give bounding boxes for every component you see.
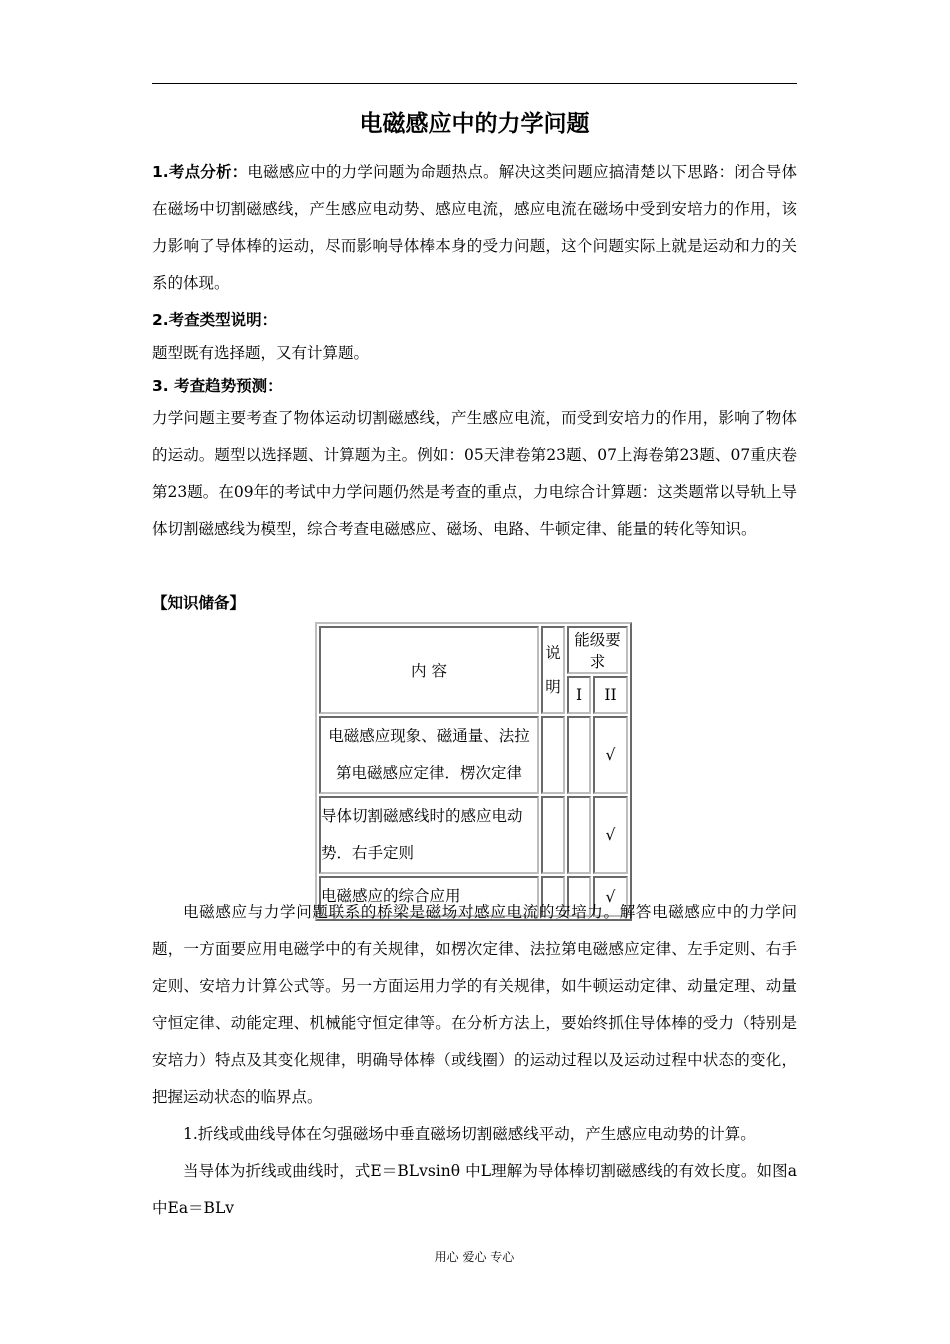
table-row-content: 电磁感应现象、磁通量、法拉 第电磁感应定律．楞次定律 [319,716,539,794]
table-row-level-1 [567,716,591,794]
table-row-note [541,716,565,794]
knowledge-heading: 【知识储备】 [152,594,246,612]
table-header-note: 说 明 [541,626,565,714]
section-type-heading: 2.考查类型说明： [152,311,278,329]
table-row-level-1 [567,796,591,874]
section-analysis-label: 1.考点分析： [152,163,248,181]
body-paragraph: 电磁感应与力学问题联系的桥梁是磁场对感应电流的安培力。解答电磁感应中的力学问题，一方面要应用电磁学中的有关规律，如楞次定律、法拉第电磁感应定律、左手定则、右手定则、安培力计算公式等。另一方面运用力学的有关规律，如牛顿运动定律、动量定理、动量守恒定律、动能定理、机械能守恒定律等。在分析方法上，要始终抓住导体棒的受力（特别是安培力）特点及其变化规律，明确导体棒（或线圈）的运动过程以及运动过程中状态的变化，把握运动状态的临界点。 [152,903,797,1106]
section-analysis-text: 电磁感应中的力学问题为命题热点。解决这类问题应搞清楚以下思路：闭合导体在磁场中切割磁感线，产生感应电动势、感应电流，感应电流在磁场中受到安培力的作用，该力影响了导体棒的运动，尽而影响导体棒本身的受力问题，这个问题实际上就是运动和力的关系的体现。 [152,163,797,292]
table-row-content: 导体切割磁感线时的感应电动 势．右手定则 [319,796,539,874]
table-header-level: 能级要求 [567,626,628,674]
table-row-note [541,796,565,874]
knowledge-table [315,622,632,921]
section-trend-heading: 3. 考查趋势预测： [152,377,283,395]
table-row-content: 电磁感应的综合应用 [319,876,539,917]
item-1: 1.折线或曲线导体在匀强磁场中垂直磁场切割磁感线平动，产生感应电动势的计算。 [183,1125,756,1143]
table-header-level-1: I [567,676,591,714]
table-row [319,796,628,874]
table-row-level-2: √ [593,876,628,917]
table-row-level-2: √ [593,796,628,874]
page-title: 电磁感应中的力学问题 [359,111,590,137]
page-footer: 用心 爱心 专心 [434,1250,515,1264]
table-row [319,716,628,794]
table-header-content: 内 容 [319,626,539,714]
section-trend-text: 力学问题主要考查了物体运动切割磁感线，产生感应电流，而受到安培力的作用，影响了物体的运动。题型以选择题、计算题为主。例如：05天津卷第23题、07上海卷第23题、07重庆卷第23题。在09年的考试中力学问题仍然是考查的重点，力电综合计算题：这类题常以导轨上导体切割磁感线为模型，综合考查电磁感应、磁场、电路、牛顿定律、能量的转化等知识。 [152,409,797,538]
section-type-text: 题型既有选择题，又有计算题。 [152,344,370,362]
table-header-level-2: II [593,676,628,714]
table-row-level-2: √ [593,716,628,794]
section-analysis [152,154,797,302]
item-1-detail: 当导体为折线或曲线时，式E＝BLvsinθ 中L理解为导体棒切割磁感线的有效长度。如图a中Ea＝BLv [152,1162,797,1217]
header-rule [152,83,797,84]
